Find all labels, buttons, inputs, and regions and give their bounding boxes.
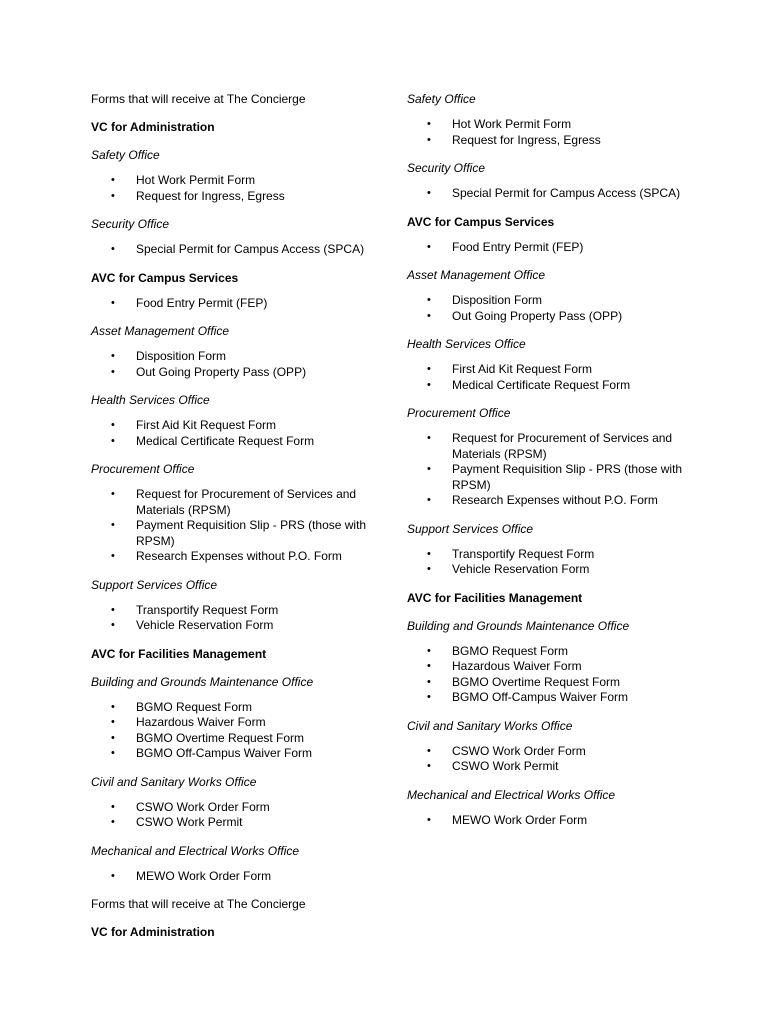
office-mewo: Mechanical and Electrical Works Office [407,787,616,802]
form-item-label: CSWO Work Order Form [136,799,270,814]
bullet-icon: • [427,760,431,772]
bullet-icon: • [111,419,115,431]
form-item [407,362,697,378]
form-item [91,549,381,565]
office-security: Security Office [91,217,170,231]
form-item [407,378,697,394]
office-safety: Safety Office [407,92,476,106]
form-list [407,240,697,256]
form-item-label: Request for Procurement of Services and Materials (RPSM) [136,487,357,517]
form-item-label: Disposition Form [452,293,543,307]
form-item [407,117,697,133]
heading-campus-services: AVC for Campus Services [91,270,239,285]
form-item [91,418,381,434]
form-list [407,644,697,706]
form-item [407,562,697,578]
form-list [407,117,697,148]
bullet-icon: • [111,488,115,500]
form-list [407,547,697,578]
bullet-icon: • [111,434,115,447]
bullet-icon: • [427,294,431,306]
form-item-label: Payment Requisition Slip - PRS (those with RPSM) [136,518,367,548]
form-item-label: Transportify Request Form [452,546,595,561]
bullet-icon: • [427,813,431,826]
form-item [407,659,697,675]
form-item-label: Research Expenses without P.O. Form [452,493,658,507]
bullet-icon: • [427,660,431,672]
form-item [407,813,697,829]
bullet-icon: • [427,309,431,322]
form-list [407,293,697,324]
form-item-label: First Aid Kit Request Form [452,362,593,376]
office-procurement: Procurement Office [407,406,511,420]
form-item-label: MEWO Work Order Form [452,812,588,827]
office-cswo: Civil and Sanitary Works Office [407,718,573,733]
bullet-icon: • [111,731,115,744]
form-item-label: Payment Requisition Slip - PRS (those with RPSM) [452,462,683,492]
form-item [91,618,381,634]
bullet-icon: • [111,603,115,616]
intro-text: Forms that will receive at The Concierge [91,92,306,106]
form-item [407,675,697,691]
form-item-label: Research Expenses without P.O. Form [136,549,342,563]
form-item-label: CSWO Work Order Form [452,743,586,758]
heading-facilities-management: AVC for Facilities Management [91,646,267,661]
form-item [407,431,697,462]
form-item [91,869,381,885]
bullet-icon: • [111,243,115,255]
bullet-icon: • [427,744,431,757]
form-item-label: Hot Work Permit Form [136,173,256,187]
bullet-icon: • [111,519,115,531]
form-item-label: Request for Procurement of Services and Materials (RPSM) [452,431,673,461]
form-item-label: Food Entry Permit (FEP) [136,295,268,310]
form-list [407,186,697,202]
bullet-icon: • [427,494,431,506]
office-support-services: Support Services Office [91,577,218,592]
heading-vc-administration-bottom: VC for Administration [91,925,215,939]
bullet-icon: • [111,174,115,186]
form-item [91,242,381,258]
form-item-label: BGMO Off-Campus Waiver Form [452,690,629,704]
form-item [407,309,697,325]
form-item [407,186,697,202]
office-health-services: Health Services Office [91,393,210,407]
left-column [91,91,381,940]
office-asset-management: Asset Management Office [407,268,546,282]
heading-campus-services: AVC for Campus Services [407,214,555,229]
form-item [91,487,381,518]
form-item-label: CSWO Work Permit [452,759,559,773]
form-item-label: MEWO Work Order Form [136,868,272,883]
form-item-label: Transportify Request Form [136,602,279,617]
form-list [407,431,697,509]
bullet-icon: • [427,133,431,146]
form-item-label: BGMO Request Form [452,643,569,658]
form-item-label: Hot Work Permit Form [452,117,572,131]
office-support-services: Support Services Office [407,521,534,536]
bullet-icon: • [111,747,115,759]
form-item-label: Request for Ingress, Egress [452,132,601,147]
bullet-icon: • [427,644,431,657]
form-list [91,349,381,380]
form-item-label: BGMO Request Form [136,699,253,714]
form-item [407,493,697,509]
form-item [407,293,697,309]
form-list [91,418,381,449]
form-item-label: BGMO Overtime Request Form [136,730,305,745]
bullet-icon: • [427,363,431,375]
form-item-label: Vehicle Reservation Form [452,562,590,576]
form-item-label: Medical Certificate Request Form [452,377,631,392]
form-item-label: Request for Ingress, Egress [136,188,285,203]
form-item [407,759,697,775]
office-procurement: Procurement Office [91,462,195,476]
bullet-icon: • [427,378,431,391]
form-item-label: Special Permit for Campus Access (SPCA) [452,186,681,200]
form-item-label: Vehicle Reservation Form [136,618,274,632]
form-item-label: CSWO Work Permit [136,815,243,829]
office-health-services: Health Services Office [407,337,526,351]
form-item [91,189,381,205]
form-list [91,869,381,885]
office-security: Security Office [407,161,486,175]
bullet-icon: • [427,675,431,688]
bullet-icon: • [111,350,115,362]
form-item [91,731,381,747]
form-item-label: BGMO Overtime Request Form [452,674,621,689]
form-item [91,349,381,365]
office-asset-management: Asset Management Office [91,324,230,338]
form-item [91,518,381,549]
office-safety: Safety Office [91,148,160,162]
form-list [407,813,697,829]
form-list [91,603,381,634]
bullet-icon: • [111,869,115,882]
form-item-label: Out Going Property Pass (OPP) [452,308,623,323]
office-bgmo: Building and Grounds Maintenance Office [91,674,314,689]
form-list [91,242,381,258]
form-item [91,715,381,731]
form-item [407,240,697,256]
bullet-icon: • [111,189,115,202]
form-list [407,362,697,393]
bullet-icon: • [111,619,115,631]
form-item-label: Medical Certificate Request Form [136,433,315,448]
form-item [407,133,697,149]
bullet-icon: • [111,365,115,378]
form-item-label: BGMO Off-Campus Waiver Form [136,746,313,760]
form-item [407,462,697,493]
bullet-icon: • [111,550,115,562]
bullet-icon: • [427,547,431,560]
form-list [407,744,697,775]
form-item-label: Out Going Property Pass (OPP) [136,364,307,379]
form-item [91,815,381,831]
bullet-icon: • [111,296,115,309]
bullet-icon: • [427,432,431,444]
office-cswo: Civil and Sanitary Works Office [91,774,257,789]
bullet-icon: • [111,816,115,828]
form-item [91,800,381,816]
form-item [91,700,381,716]
bullet-icon: • [427,240,431,253]
heading-vc-administration: VC for Administration [91,120,215,134]
outro-text: Forms that will receive at The Concierge [91,897,306,911]
form-item-label: Disposition Form [136,349,227,363]
form-list [91,700,381,762]
form-item [407,547,697,563]
office-mewo: Mechanical and Electrical Works Office [91,843,300,858]
form-item-label: Special Permit for Campus Access (SPCA) [136,242,365,256]
form-list [91,296,381,312]
form-item-label: Food Entry Permit (FEP) [452,239,584,254]
form-list [91,800,381,831]
form-item-label: Hazardous Waiver Form [136,715,266,729]
form-item [91,173,381,189]
form-item [407,690,697,706]
bullet-icon: • [427,463,431,475]
office-bgmo: Building and Grounds Maintenance Office [407,618,630,633]
bullet-icon: • [111,716,115,728]
form-item [91,296,381,312]
form-item [91,746,381,762]
form-item [91,365,381,381]
heading-facilities-management: AVC for Facilities Management [407,590,583,605]
bullet-icon: • [427,691,431,703]
form-item-label: Hazardous Waiver Form [452,659,582,673]
right-column [407,91,697,828]
bullet-icon: • [111,700,115,713]
bullet-icon: • [427,187,431,199]
form-item [91,603,381,619]
form-list [91,487,381,565]
bullet-icon: • [427,118,431,130]
bullet-icon: • [427,563,431,575]
bullet-icon: • [111,800,115,813]
form-item [407,644,697,660]
form-item [407,744,697,760]
form-list [91,173,381,204]
form-item-label: First Aid Kit Request Form [136,418,277,432]
form-item [91,434,381,450]
